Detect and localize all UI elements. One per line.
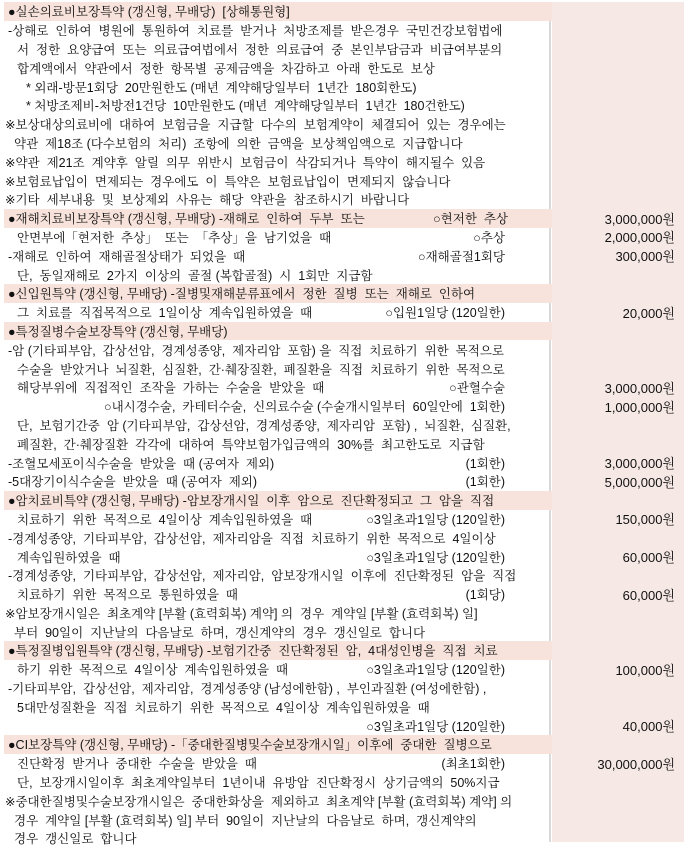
document-line (0, 115, 692, 134)
benefit-amount: 20,000원 (622, 305, 675, 321)
line-body (4, 96, 549, 115)
line-text: 5대만성질환을 직접 치료하기 위한 목적으로 4일이상 계속입원하였을 때 (17, 700, 430, 715)
document-line (0, 791, 692, 810)
document-line (0, 322, 692, 341)
line-body (4, 284, 552, 303)
document-line (0, 622, 692, 641)
line-body (4, 322, 552, 341)
benefit-amount: 60,000원 (622, 587, 675, 603)
document-line (0, 716, 692, 735)
line-text: ※보험료납입이 면제되는 경우에도 이 특약은 보험료납입이 면제되지 않습니다 (5, 174, 451, 189)
line-text: 치료하기 위한 목적으로 통원하였을 때 (17, 588, 238, 603)
line-body (4, 528, 549, 547)
line-text: 단, 보장개시일이후 최초계약일부터 1년이내 유방암 진단확정시 상기금액의 50%지급 (17, 776, 500, 791)
line-body (4, 434, 549, 453)
benefit-amount: 5,000,000원 (604, 474, 675, 490)
line-body (4, 697, 549, 716)
benefit-condition-label: ○관혈수술 (449, 381, 505, 396)
line-text: ●특정질병입원특약 (갱신형, 무배당) -보험기간중 진단확정된 암, 4대성인병을 직접 치료 (8, 644, 498, 659)
document-line (0, 397, 692, 416)
document-line (0, 641, 692, 660)
line-text: ●실손의료비보장특약 (갱신형, 무배당) [상해통원형] (8, 5, 290, 20)
line-body (4, 190, 549, 209)
line-body (4, 2, 552, 21)
document-line (0, 96, 692, 115)
line-text: 진단확정 받거나 중대한 수술을 받았을 때 (17, 757, 258, 772)
line-body (4, 660, 549, 679)
benefit-condition-label: ○3일초과1일당 (120일한) (366, 550, 505, 565)
line-text: 단, 보험기간중 암 (기타피부암, 갑상선암, 경계성종양, 제자리암 포함) , 뇌질환, 심질환, (17, 418, 511, 433)
benefit-amount: 3,000,000원 (604, 456, 675, 472)
benefit-amount: 100,000원 (615, 662, 675, 678)
line-text: 그 치료를 직접목적으로 1일이상 계속입원하였을 때 (17, 306, 313, 321)
benefit-amount: 150,000원 (615, 512, 675, 528)
document-line (0, 491, 692, 510)
benefit-amount: 60,000원 (622, 550, 675, 566)
line-body (4, 791, 549, 810)
benefit-condition-label: ○추상 (473, 230, 505, 245)
document-line (0, 152, 692, 171)
document-line (0, 265, 692, 284)
line-text: -5대장기이식수술을 받았을 때 (공여자 제외) (8, 475, 258, 490)
line-body (4, 171, 549, 190)
line-text: ※보상대상의료비에 대하여 보험금을 지급할 다수의 보험계약이 체결되어 있는 경우에는 (5, 118, 506, 133)
benefit-condition-label: ○입원1일당 (120일한) (385, 306, 505, 321)
benefit-condition-label: ○내시경수술, 카테터수술, 신의료수술 (수술개시일부터 60일안에 1회한) (104, 400, 505, 415)
benefit-condition-label: ○현저한 추상 (433, 212, 508, 227)
document-line (0, 228, 692, 247)
line-body (4, 453, 549, 472)
line-text: 폐질환, 간·췌장질환 각각에 대하여 특약보험가입금액의 30%를 최고한도로 지급함 (17, 437, 485, 452)
line-text: * 외래-방문1회당 20만원한도 (매년 계약해당일부터 1년간 180회한도) (26, 80, 417, 95)
line-text: * 처방조제비-처방전1건당 10만원한도 (매년 계약해당일부터 1년간 180건한도) (26, 99, 465, 114)
document-line (0, 810, 692, 829)
benefit-amount: 3,000,000원 (604, 380, 675, 396)
benefit-amount: 2,000,000원 (604, 230, 675, 246)
benefit-condition-label: (1회한) (465, 475, 505, 490)
line-text: ※암보장개시일은 최초계약 [부활 (효력회복) 계약] 의 경우 계약일 [부활 (효력회복) 일] (5, 606, 478, 621)
document-line (0, 585, 692, 604)
document-line (0, 77, 692, 96)
document-line (0, 378, 692, 397)
line-body (4, 209, 552, 228)
document-line (0, 246, 692, 265)
line-text: 계속입원하였을 때 (17, 550, 121, 565)
line-body (4, 134, 549, 153)
document-line (0, 604, 692, 623)
document-line (0, 660, 692, 679)
line-body (4, 679, 549, 698)
document-line (0, 472, 692, 491)
line-text: 안면부에「현저한 추상」 또는 「추상」을 남기었을 때 (17, 230, 332, 245)
document-line (0, 829, 692, 848)
line-body (4, 303, 549, 322)
benefit-amount: 300,000원 (615, 249, 675, 265)
document-line (0, 735, 692, 754)
line-body (4, 340, 549, 359)
line-body (4, 604, 549, 623)
benefit-condition-label: (1회당) (465, 588, 505, 603)
line-body (4, 152, 549, 171)
benefit-condition-label: (1회한) (465, 456, 505, 471)
line-text: -경계성종양, 기타피부암, 갑상선암, 제자리암을 직접 치료하기 위한 목적으로 4일이상 (8, 531, 496, 546)
line-body (4, 265, 549, 284)
document-line (0, 434, 692, 453)
line-body (4, 773, 549, 792)
line-body (4, 359, 549, 378)
line-text: 합계액에서 약관에서 정한 항목별 공제금액을 차감하고 아래 한도로 보상 (17, 61, 435, 76)
line-body (4, 378, 549, 397)
document-line (0, 528, 692, 547)
line-body (4, 754, 549, 773)
benefit-condition-label: ○3일초과1일당 (120일한) (366, 719, 505, 734)
line-body (4, 566, 549, 585)
line-text: -암 (기타피부암, 갑상선암, 경계성종양, 제자리암 포함) 을 직접 치료하기 위한 목적으로 (8, 343, 504, 358)
line-text: -재해로 인하여 재해골절상태가 되었을 때 (8, 249, 246, 264)
benefit-amount: 40,000원 (622, 719, 675, 735)
document-line (0, 303, 692, 322)
document-line (0, 547, 692, 566)
document-line (0, 510, 692, 529)
line-body (4, 641, 552, 660)
document-line (0, 58, 692, 77)
line-text: 약관 제18조 (다수보험의 처리) 조항에 의한 금액을 보상책임액으로 지급합니다 (14, 136, 463, 151)
document-line (0, 754, 692, 773)
document-line (0, 697, 692, 716)
line-text: -기타피부암, 갑상선암, 제자리암, 경계성종양 (남성에한함) , 부인과질환 (여성에한함) , (8, 682, 487, 697)
line-text: 치료하기 위한 목적으로 4일이상 계속입원하였을 때 (17, 512, 313, 527)
line-text: ●재해치료비보장특약 (갱신형, 무배당) -재해로 인하여 두부 또는 (8, 212, 365, 227)
benefit-amount: 30,000,000원 (597, 756, 675, 772)
line-text: -상해로 인하여 병원에 통원하여 치료를 받거나 처방조제를 받은경우 국민건강보험법에 (8, 24, 503, 39)
document-line (0, 773, 692, 792)
document-line (0, 209, 692, 228)
line-text: ●암치료비특약 (갱신형, 무배당) -암보장개시일 이후 암으로 진단확정되고 그 암을 직접 (8, 494, 495, 509)
line-text: ●특정질병수술보장특약 (갱신형, 무배당) (8, 324, 228, 339)
document-line (0, 453, 692, 472)
document-line (0, 359, 692, 378)
line-text: 단, 동일재해로 2가지 이상의 골절 (복합골절) 시 1회만 지급함 (17, 268, 373, 283)
line-text: 하기 위한 목적으로 4일이상 계속입원하였을 때 (17, 663, 289, 678)
line-body (4, 810, 549, 829)
line-text: ●신입원특약 (갱신형, 무배당) -질병및재해분류표에서 정한 질병 또는 재해로 인하여 (8, 287, 476, 302)
rows-host (0, 2, 692, 848)
document-line (0, 21, 692, 40)
benefit-condition-label: ○3일초과1일당 (120일한) (366, 663, 505, 678)
line-body (4, 716, 549, 735)
line-body (4, 622, 549, 641)
document-line (0, 284, 692, 303)
document-line (0, 566, 692, 585)
line-body (4, 246, 549, 265)
line-body (4, 510, 549, 529)
line-body (4, 472, 549, 491)
document-line (0, 171, 692, 190)
document-line (0, 416, 692, 435)
line-text: ※중대한질병및수술보장개시일은 중대한화상을 제외하고 최초계약 [부활 (효력회복) 계약] 의 (5, 794, 513, 809)
line-text: ●CI보장특약 (갱신형, 무배당) -「중대한질병및수술보장개시일」이후에 중대한 질병으로 (8, 738, 492, 753)
line-text: ※약관 제21조 계약후 알릴 의무 위반시 보험금이 삭감되거나 특약이 해지될수 있음 (5, 155, 486, 170)
line-text: 해당부위에 직접적인 조작을 가하는 수술을 받았을 때 (17, 381, 325, 396)
line-body (4, 735, 552, 754)
line-body (4, 58, 549, 77)
line-body (4, 21, 549, 40)
document-line (0, 340, 692, 359)
line-text: -조혈모세포이식수술을 받았을 때 (공여자 제외) (8, 456, 275, 471)
line-text: 경우 계약일 [부활 (효력회복) 일] 부터 90일이 지난날의 다음날로 하며, 갱신계약의 (14, 813, 477, 828)
benefit-amount: 3,000,000원 (604, 211, 675, 227)
line-text: 수술을 받았거나 뇌질환, 심질환, 간·췌장질환, 폐질환을 직접 치료하기 위한 목적으로 (17, 362, 505, 377)
line-body (4, 77, 549, 96)
line-body (4, 829, 549, 848)
document-line (0, 134, 692, 153)
line-body (4, 397, 549, 416)
line-body (4, 40, 549, 59)
line-text: ※기타 세부내용 및 보상제외 사유는 해당 약관을 참조하시기 바랍니다 (5, 193, 410, 208)
line-body (4, 416, 549, 435)
benefit-condition-label: (최초1회한) (441, 757, 505, 772)
document-line (0, 190, 692, 209)
line-body (4, 585, 549, 604)
line-body (4, 115, 549, 134)
line-text: -경계성종양, 기타피부암, 갑상선암, 제자리암, 암보장개시일 이후에 진단확정된 암을 직접 (8, 569, 517, 584)
line-body (4, 228, 549, 247)
line-body (4, 547, 549, 566)
document-line (0, 40, 692, 59)
line-text: 서 정한 요양급여 또는 의료급여법에서 정한 의료급여 중 본인부담금과 비급여부분의 (17, 42, 503, 57)
document-line (0, 679, 692, 698)
benefit-amount: 1,000,000원 (604, 399, 675, 415)
benefit-condition-label: ○3일초과1일당 (120일한) (366, 512, 505, 527)
benefit-condition-label: ○재해골절1회당 (418, 249, 505, 264)
line-text: 경우 갱신일로 합니다 (14, 832, 137, 847)
line-text: 부터 90일이 지난날의 다음날로 하며, 갱신계약의 경우 갱신일로 합니다 (14, 625, 426, 640)
line-body (4, 491, 552, 510)
document-line (0, 2, 692, 21)
